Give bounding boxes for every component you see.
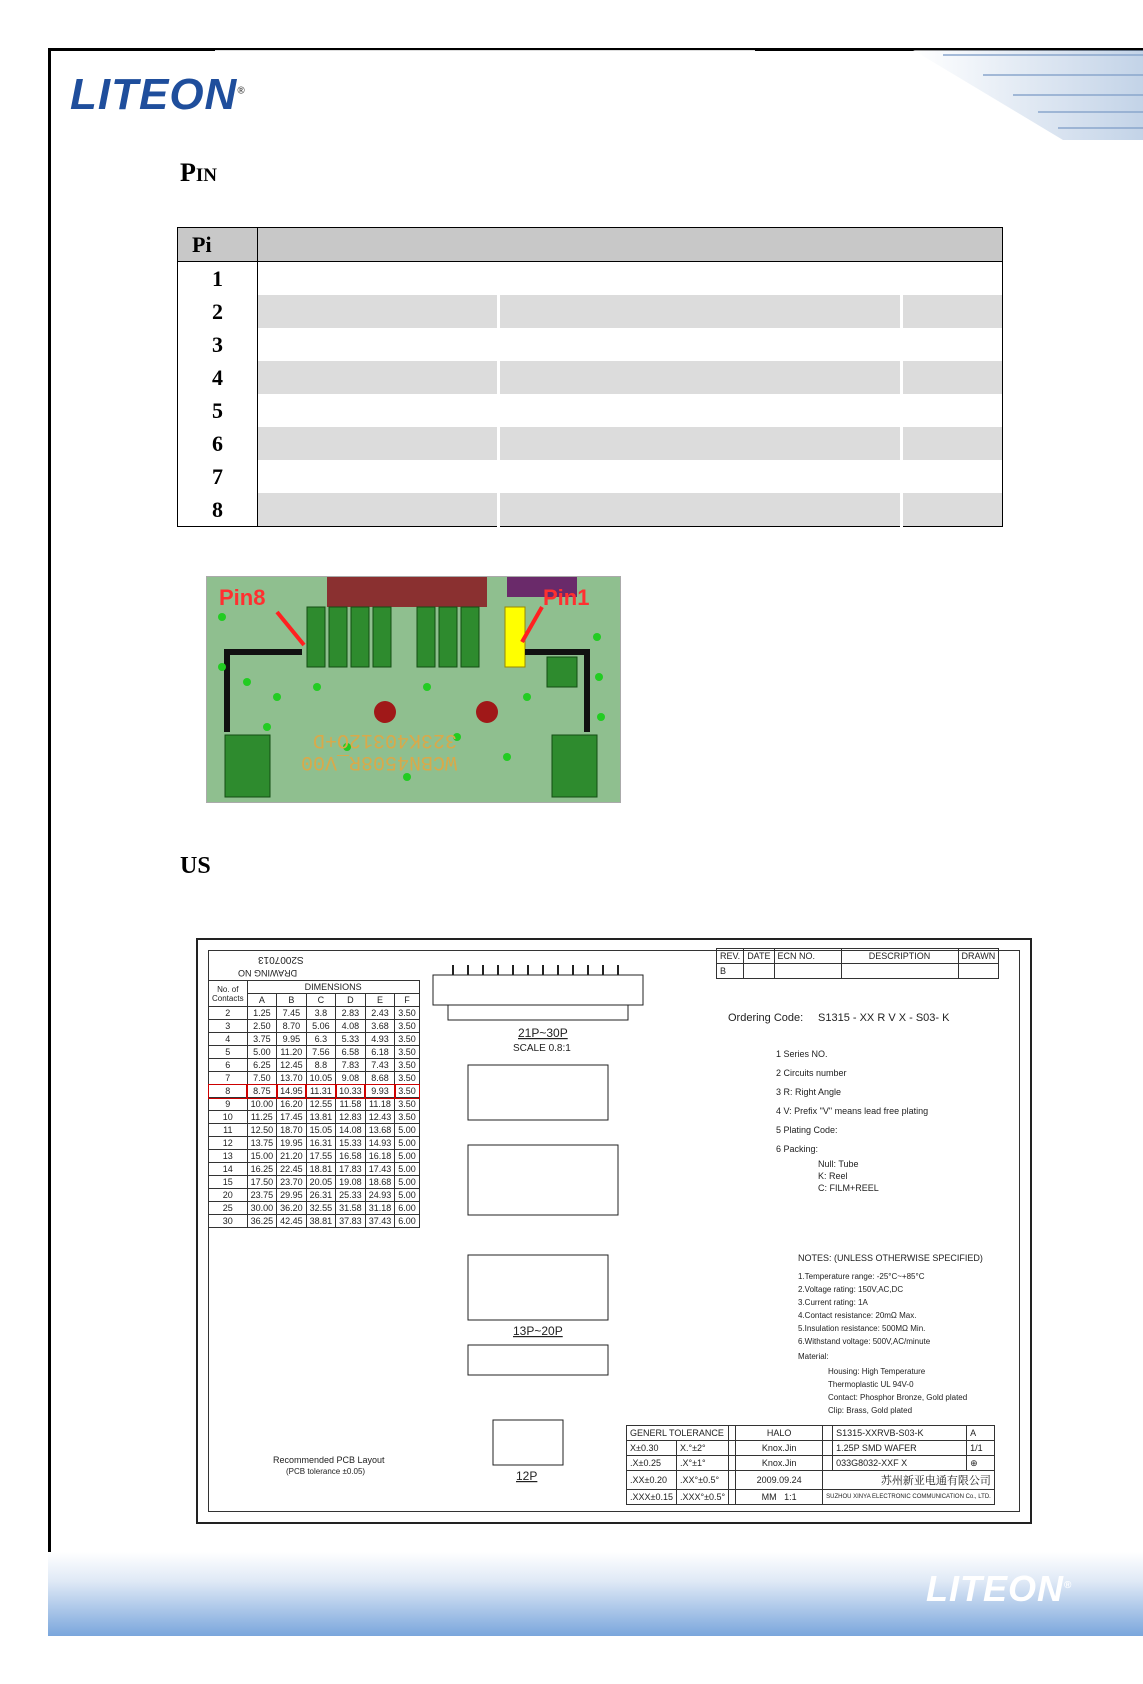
pin-number: 2 — [178, 295, 258, 328]
header-rule — [215, 50, 755, 51]
title-block — [626, 1425, 995, 1505]
customer-number: 033G8032-XXF X — [833, 1456, 967, 1471]
dim-cell: 12 — [209, 1137, 248, 1150]
table-row — [178, 493, 1003, 527]
dim-cell: 9.93 — [365, 1085, 395, 1098]
dim-cell: 3.50 — [395, 1072, 420, 1085]
liteon-footer-logo: LITEON® — [926, 1568, 1073, 1609]
dim-cell: 3.50 — [395, 1046, 420, 1059]
table-row — [209, 1046, 420, 1059]
dim-cell: 37.83 — [336, 1215, 366, 1228]
table-row — [209, 1059, 420, 1072]
dim-col-c: C — [306, 994, 336, 1007]
list-item: Thermoplastic UL 94V-0 — [828, 1380, 914, 1389]
dim-cell: 24.93 — [365, 1189, 395, 1202]
dim-cell: 3.68 — [365, 1020, 395, 1033]
pcb-silk-line2: 323K40312O+D — [312, 728, 457, 751]
dim-cell: 12.50 — [247, 1124, 277, 1137]
dim-cell: 11.58 — [336, 1098, 366, 1111]
dim-cell: 18.70 — [277, 1124, 307, 1137]
tolerance-value: .XX±0.20 — [627, 1471, 677, 1490]
date-header: DATE — [744, 949, 774, 964]
scale-value: 1:1 — [784, 1492, 797, 1502]
dim-cell: 6.3 — [306, 1033, 336, 1046]
dim-cell: 17.50 — [247, 1176, 277, 1189]
dim-cell: 10.33 — [336, 1085, 366, 1098]
list-item: Housing: High Temperature — [828, 1367, 926, 1376]
dim-cell: 22.45 — [277, 1163, 307, 1176]
pin-number: 4 — [178, 361, 258, 394]
dim-cell: 8.70 — [277, 1020, 307, 1033]
dim-cell: 3.50 — [395, 1033, 420, 1046]
dim-cell: 3.50 — [395, 1020, 420, 1033]
pin-number: 5 — [178, 394, 258, 427]
dim-col-b: B — [277, 994, 307, 1007]
dim-cell: 5.06 — [306, 1020, 336, 1033]
table-row — [209, 1150, 420, 1163]
list-item: 4 V: Prefix "V" means lead free plating — [776, 1106, 929, 1116]
dim-cell: 30 — [209, 1215, 248, 1228]
pin-table — [177, 227, 1003, 527]
dim-cell: 5.00 — [395, 1137, 420, 1150]
dim-cell: 6.58 — [336, 1046, 366, 1059]
dim-cell: 8.68 — [365, 1072, 395, 1085]
list-item: 5.Insulation resistance: 500MΩ Min. — [798, 1324, 926, 1333]
drawn-header: DRAWN — [958, 949, 999, 964]
ordering-items — [776, 1045, 928, 1159]
dim-cell: 5.33 — [336, 1033, 366, 1046]
dim-cell: 10.00 — [247, 1098, 277, 1111]
pin-number: 7 — [178, 460, 258, 493]
tolerance-value: .XXX±0.15 — [627, 1490, 677, 1505]
dim-cell: 14.93 — [365, 1137, 395, 1150]
dim-cell: 17.45 — [277, 1111, 307, 1124]
pin-table-header — [178, 228, 1003, 262]
table-row — [178, 427, 1003, 460]
dim-cell: 5.00 — [395, 1150, 420, 1163]
dim-cell: 13.81 — [306, 1111, 336, 1124]
dim-cell: 26.31 — [306, 1189, 336, 1202]
pin-number: 3 — [178, 328, 258, 361]
ecn-header: ECN NO. — [774, 949, 841, 964]
dim-cell: 17.55 — [306, 1150, 336, 1163]
dim-cell: 14.08 — [336, 1124, 366, 1137]
table-row — [209, 1098, 420, 1111]
dim-cell: 6.18 — [365, 1046, 395, 1059]
engineer-name: Knox.Jin — [736, 1441, 823, 1456]
dim-col-a: A — [247, 994, 277, 1007]
liteon-logo: LITEON® — [70, 70, 246, 119]
pin-header-blank — [258, 228, 1003, 262]
dim-title: DIMENSIONS — [247, 981, 419, 994]
dim-cell: 2.83 — [336, 1007, 366, 1020]
dim-cell: 4.08 — [336, 1020, 366, 1033]
dim-cell: 7.43 — [365, 1059, 395, 1072]
view-21-30-label: 21P~30P — [518, 1026, 568, 1040]
table-row — [209, 1189, 420, 1202]
pin-header-cell: Pi — [178, 228, 258, 262]
dim-cell: 3.50 — [395, 1098, 420, 1111]
rev-header: REV. — [717, 949, 744, 964]
material-label: Material: — [798, 1352, 829, 1361]
table-row — [209, 1033, 420, 1046]
dim-cell: 23.75 — [247, 1189, 277, 1202]
ordering-code: S1315 - XX R V X - S03- K — [818, 1012, 950, 1024]
sheet-value: 1/1 — [967, 1441, 995, 1456]
tolerance-value: .XXX°±0.5° — [676, 1490, 728, 1505]
dim-cell: 7.83 — [336, 1059, 366, 1072]
pin-section-title: PIN — [180, 158, 218, 187]
dim-cell: 12.43 — [365, 1111, 395, 1124]
list-item: 5 Plating Code: — [776, 1125, 838, 1135]
list-item: 1.Temperature range: -25°C~+85°C — [798, 1272, 925, 1281]
dim-cell: 36.20 — [277, 1202, 307, 1215]
drawing-number-label: DRAWING NO — [238, 968, 298, 978]
tolerance-value: .X°±1° — [676, 1456, 728, 1471]
notes-list — [798, 1270, 930, 1348]
table-row — [178, 394, 1003, 427]
dim-cell: 15.05 — [306, 1124, 336, 1137]
table-row — [209, 1215, 420, 1228]
description-header: DESCRIPTION — [841, 949, 958, 964]
dim-cell: 2 — [209, 1007, 248, 1020]
part-title: 1.25P SMD WAFER — [833, 1441, 967, 1456]
table-row — [209, 1124, 420, 1137]
dim-cell: 18.68 — [365, 1176, 395, 1189]
dim-cell: 16.58 — [336, 1150, 366, 1163]
dim-cell: 9 — [209, 1098, 248, 1111]
dim-cell: 12.45 — [277, 1059, 307, 1072]
dim-cell: 25.33 — [336, 1189, 366, 1202]
dim-cell: 15 — [209, 1176, 248, 1189]
dim-cell: 18.81 — [306, 1163, 336, 1176]
revision-value: A — [967, 1426, 995, 1441]
list-item: 1 Series NO. — [776, 1049, 828, 1059]
connector-drawing — [196, 938, 1032, 1524]
list-item: 2 Circuits number — [776, 1068, 847, 1078]
dim-cell: 6.00 — [395, 1215, 420, 1228]
dim-cell: 14 — [209, 1163, 248, 1176]
table-row — [178, 460, 1003, 493]
dim-cell: 31.58 — [336, 1202, 366, 1215]
dim-cell: 8.8 — [306, 1059, 336, 1072]
dim-cell: 11.25 — [247, 1111, 277, 1124]
table-row — [209, 1007, 420, 1020]
dim-cell: 2.50 — [247, 1020, 277, 1033]
dim-cell: 5.00 — [395, 1163, 420, 1176]
dim-cell: 6.25 — [247, 1059, 277, 1072]
header-decoration — [913, 50, 1143, 140]
dim-cell: 37.43 — [365, 1215, 395, 1228]
dim-cell: 31.18 — [365, 1202, 395, 1215]
tolerance-value: X.°±2° — [676, 1441, 728, 1456]
list-item: Clip: Brass, Gold plated — [828, 1406, 913, 1415]
dim-cell: 12.55 — [306, 1098, 336, 1111]
notes-title: NOTES: (UNLESS OTHERWISE SPECIFIED) — [798, 1253, 983, 1263]
tolerance-value: .XX°±0.5° — [676, 1471, 728, 1490]
dim-cell: 42.45 — [277, 1215, 307, 1228]
dim-cell: 4.93 — [365, 1033, 395, 1046]
dim-cell: 3.75 — [247, 1033, 277, 1046]
dim-cell: 11 — [209, 1124, 248, 1137]
dim-cell: 20.05 — [306, 1176, 336, 1189]
dim-cell: 14.95 — [277, 1085, 307, 1098]
pcb-label-pin1: Pin1 — [543, 585, 590, 610]
dim-cell: 13.75 — [247, 1137, 277, 1150]
dim-cell: 25 — [209, 1202, 248, 1215]
tolerance-title: GENERL TOLERANCE — [627, 1426, 729, 1441]
drawing-number: S2007013 — [258, 954, 304, 965]
dim-cell: 10.05 — [306, 1072, 336, 1085]
table-row — [209, 1072, 420, 1085]
list-item: 6.Withstand voltage: 500V,AC/minute — [798, 1337, 931, 1346]
list-item: C: FILM+REEL — [818, 1183, 879, 1193]
table-row — [209, 1202, 420, 1215]
connector-views — [428, 965, 648, 1485]
dim-cell: 4 — [209, 1033, 248, 1046]
ordering-code-label: Ordering Code: — [728, 1012, 804, 1024]
scale-label: SCALE 0.8:1 — [513, 1043, 571, 1054]
projection-symbol: ⊕ — [967, 1456, 995, 1471]
dim-cell: 7.56 — [306, 1046, 336, 1059]
table-row — [209, 1137, 420, 1150]
dim-cell: 8 — [209, 1085, 248, 1098]
pcb-layout-image — [206, 576, 621, 803]
dim-cell: 11.31 — [306, 1085, 336, 1098]
dim-cell: 30.00 — [247, 1202, 277, 1215]
dim-cell: 16.25 — [247, 1163, 277, 1176]
dim-cell: 5 — [209, 1046, 248, 1059]
dim-cell: 7 — [209, 1072, 248, 1085]
dim-cell: 7.50 — [247, 1072, 277, 1085]
table-row — [178, 295, 1003, 328]
company-name-en: SUZHOU XINYA ELECTRONIC COMMUNICATION Co., LTD. — [823, 1490, 995, 1505]
dim-cell: 15.00 — [247, 1150, 277, 1163]
tolerance-value: .X±0.25 — [627, 1456, 677, 1471]
view-13-20-label: 13P~20P — [513, 1324, 563, 1338]
list-item: 4.Contact resistance: 20mΩ Max. — [798, 1311, 917, 1320]
dim-cell: 5.00 — [395, 1124, 420, 1137]
dim-cell: 36.25 — [247, 1215, 277, 1228]
dim-cell: 8.75 — [247, 1085, 277, 1098]
dim-cell: 10 — [209, 1111, 248, 1124]
dim-cell: 29.95 — [277, 1189, 307, 1202]
pcb-drawing — [207, 577, 620, 802]
revision-block — [716, 948, 999, 979]
table-row — [178, 361, 1003, 394]
table-row — [209, 1176, 420, 1189]
dim-cell: 16.20 — [277, 1098, 307, 1111]
dim-cell: 17.43 — [365, 1163, 395, 1176]
pin-number: 8 — [178, 493, 258, 527]
pin-number: 1 — [178, 262, 258, 296]
dim-col-d: D — [336, 994, 366, 1007]
dim-cell: 19.95 — [277, 1137, 307, 1150]
material-list — [828, 1365, 967, 1417]
dim-cell: 13 — [209, 1150, 248, 1163]
dim-cell: 3.8 — [306, 1007, 336, 1020]
dim-cell: 3.50 — [395, 1007, 420, 1020]
pcb-layout-label: Recommended PCB Layout — [273, 1455, 385, 1465]
dim-cell: 3.50 — [395, 1059, 420, 1072]
dim-cell: 21.20 — [277, 1150, 307, 1163]
table-row — [209, 1111, 420, 1124]
company-name-cn: 苏州新亚电通有限公司 — [823, 1471, 995, 1490]
dim-cell: 3.50 — [395, 1111, 420, 1124]
view-12-label: 12P — [516, 1469, 538, 1483]
dim-cell: 38.81 — [306, 1215, 336, 1228]
dim-cell: 7.45 — [277, 1007, 307, 1020]
pcb-label-pin8: Pin8 — [219, 585, 266, 610]
table-row — [209, 1163, 420, 1176]
halo-value: HALO — [736, 1426, 823, 1441]
packing-options — [818, 1158, 879, 1194]
dim-cell: 16.18 — [365, 1150, 395, 1163]
list-item: Null: Tube — [818, 1159, 859, 1169]
dim-cell: 23.70 — [277, 1176, 307, 1189]
dim-col-e: E — [365, 994, 395, 1007]
dim-cell: 6.00 — [395, 1202, 420, 1215]
units-value: MM — [761, 1492, 777, 1502]
dim-col-f: F — [395, 994, 420, 1007]
list-item: K: Reel — [818, 1171, 848, 1181]
rev-value: B — [717, 964, 744, 979]
dim-cell: 12.83 — [336, 1111, 366, 1124]
dimension-table — [208, 980, 420, 1228]
list-item: 3 R: Right Angle — [776, 1087, 842, 1097]
dim-cell: 9.95 — [277, 1033, 307, 1046]
table-row — [209, 1085, 420, 1098]
table-row — [178, 262, 1003, 296]
dim-cell: 5.00 — [395, 1189, 420, 1202]
list-item: Contact: Phosphor Bronze, Gold plated — [828, 1393, 968, 1402]
dim-cell: 16.31 — [306, 1137, 336, 1150]
pcb-tolerance-label: (PCB tolerance ±0.05) — [286, 1467, 366, 1476]
dim-cell: 1.25 — [247, 1007, 277, 1020]
pcb-silk-line1: WCBN4508R_V00 — [300, 750, 457, 773]
dim-cell: 19.08 — [336, 1176, 366, 1189]
list-item: 2.Voltage rating: 150V,AC,DC — [798, 1285, 904, 1294]
dim-col-contacts: No. of Contacts — [209, 981, 248, 1007]
dim-cell: 17.83 — [336, 1163, 366, 1176]
dim-cell: 3.50 — [395, 1085, 420, 1098]
usage-section-title: US — [180, 853, 211, 879]
dim-cell: 2.43 — [365, 1007, 395, 1020]
dim-cell: 13.70 — [277, 1072, 307, 1085]
pin-number: 6 — [178, 427, 258, 460]
table-row — [178, 328, 1003, 361]
dim-cell: 11.20 — [277, 1046, 307, 1059]
dim-cell: 5.00 — [395, 1176, 420, 1189]
dim-cell: 15.33 — [336, 1137, 366, 1150]
dim-cell: 5.00 — [247, 1046, 277, 1059]
date-value: 2009.09.24 — [736, 1471, 823, 1490]
dim-cell: 11.18 — [365, 1098, 395, 1111]
dim-cell: 20 — [209, 1189, 248, 1202]
list-item: 3.Current rating: 1A — [798, 1298, 868, 1307]
list-item: 6 Packing: — [776, 1144, 819, 1154]
dim-cell: 13.68 — [365, 1124, 395, 1137]
checker-name: Knox.Jin — [736, 1456, 823, 1471]
dim-cell: 9.08 — [336, 1072, 366, 1085]
dim-cell: 32.55 — [306, 1202, 336, 1215]
part-number: S1315-XXRVB-S03-K — [833, 1426, 967, 1441]
tolerance-value: X±0.30 — [627, 1441, 677, 1456]
table-row — [209, 1020, 420, 1033]
dim-cell: 3 — [209, 1020, 248, 1033]
dim-cell: 6 — [209, 1059, 248, 1072]
